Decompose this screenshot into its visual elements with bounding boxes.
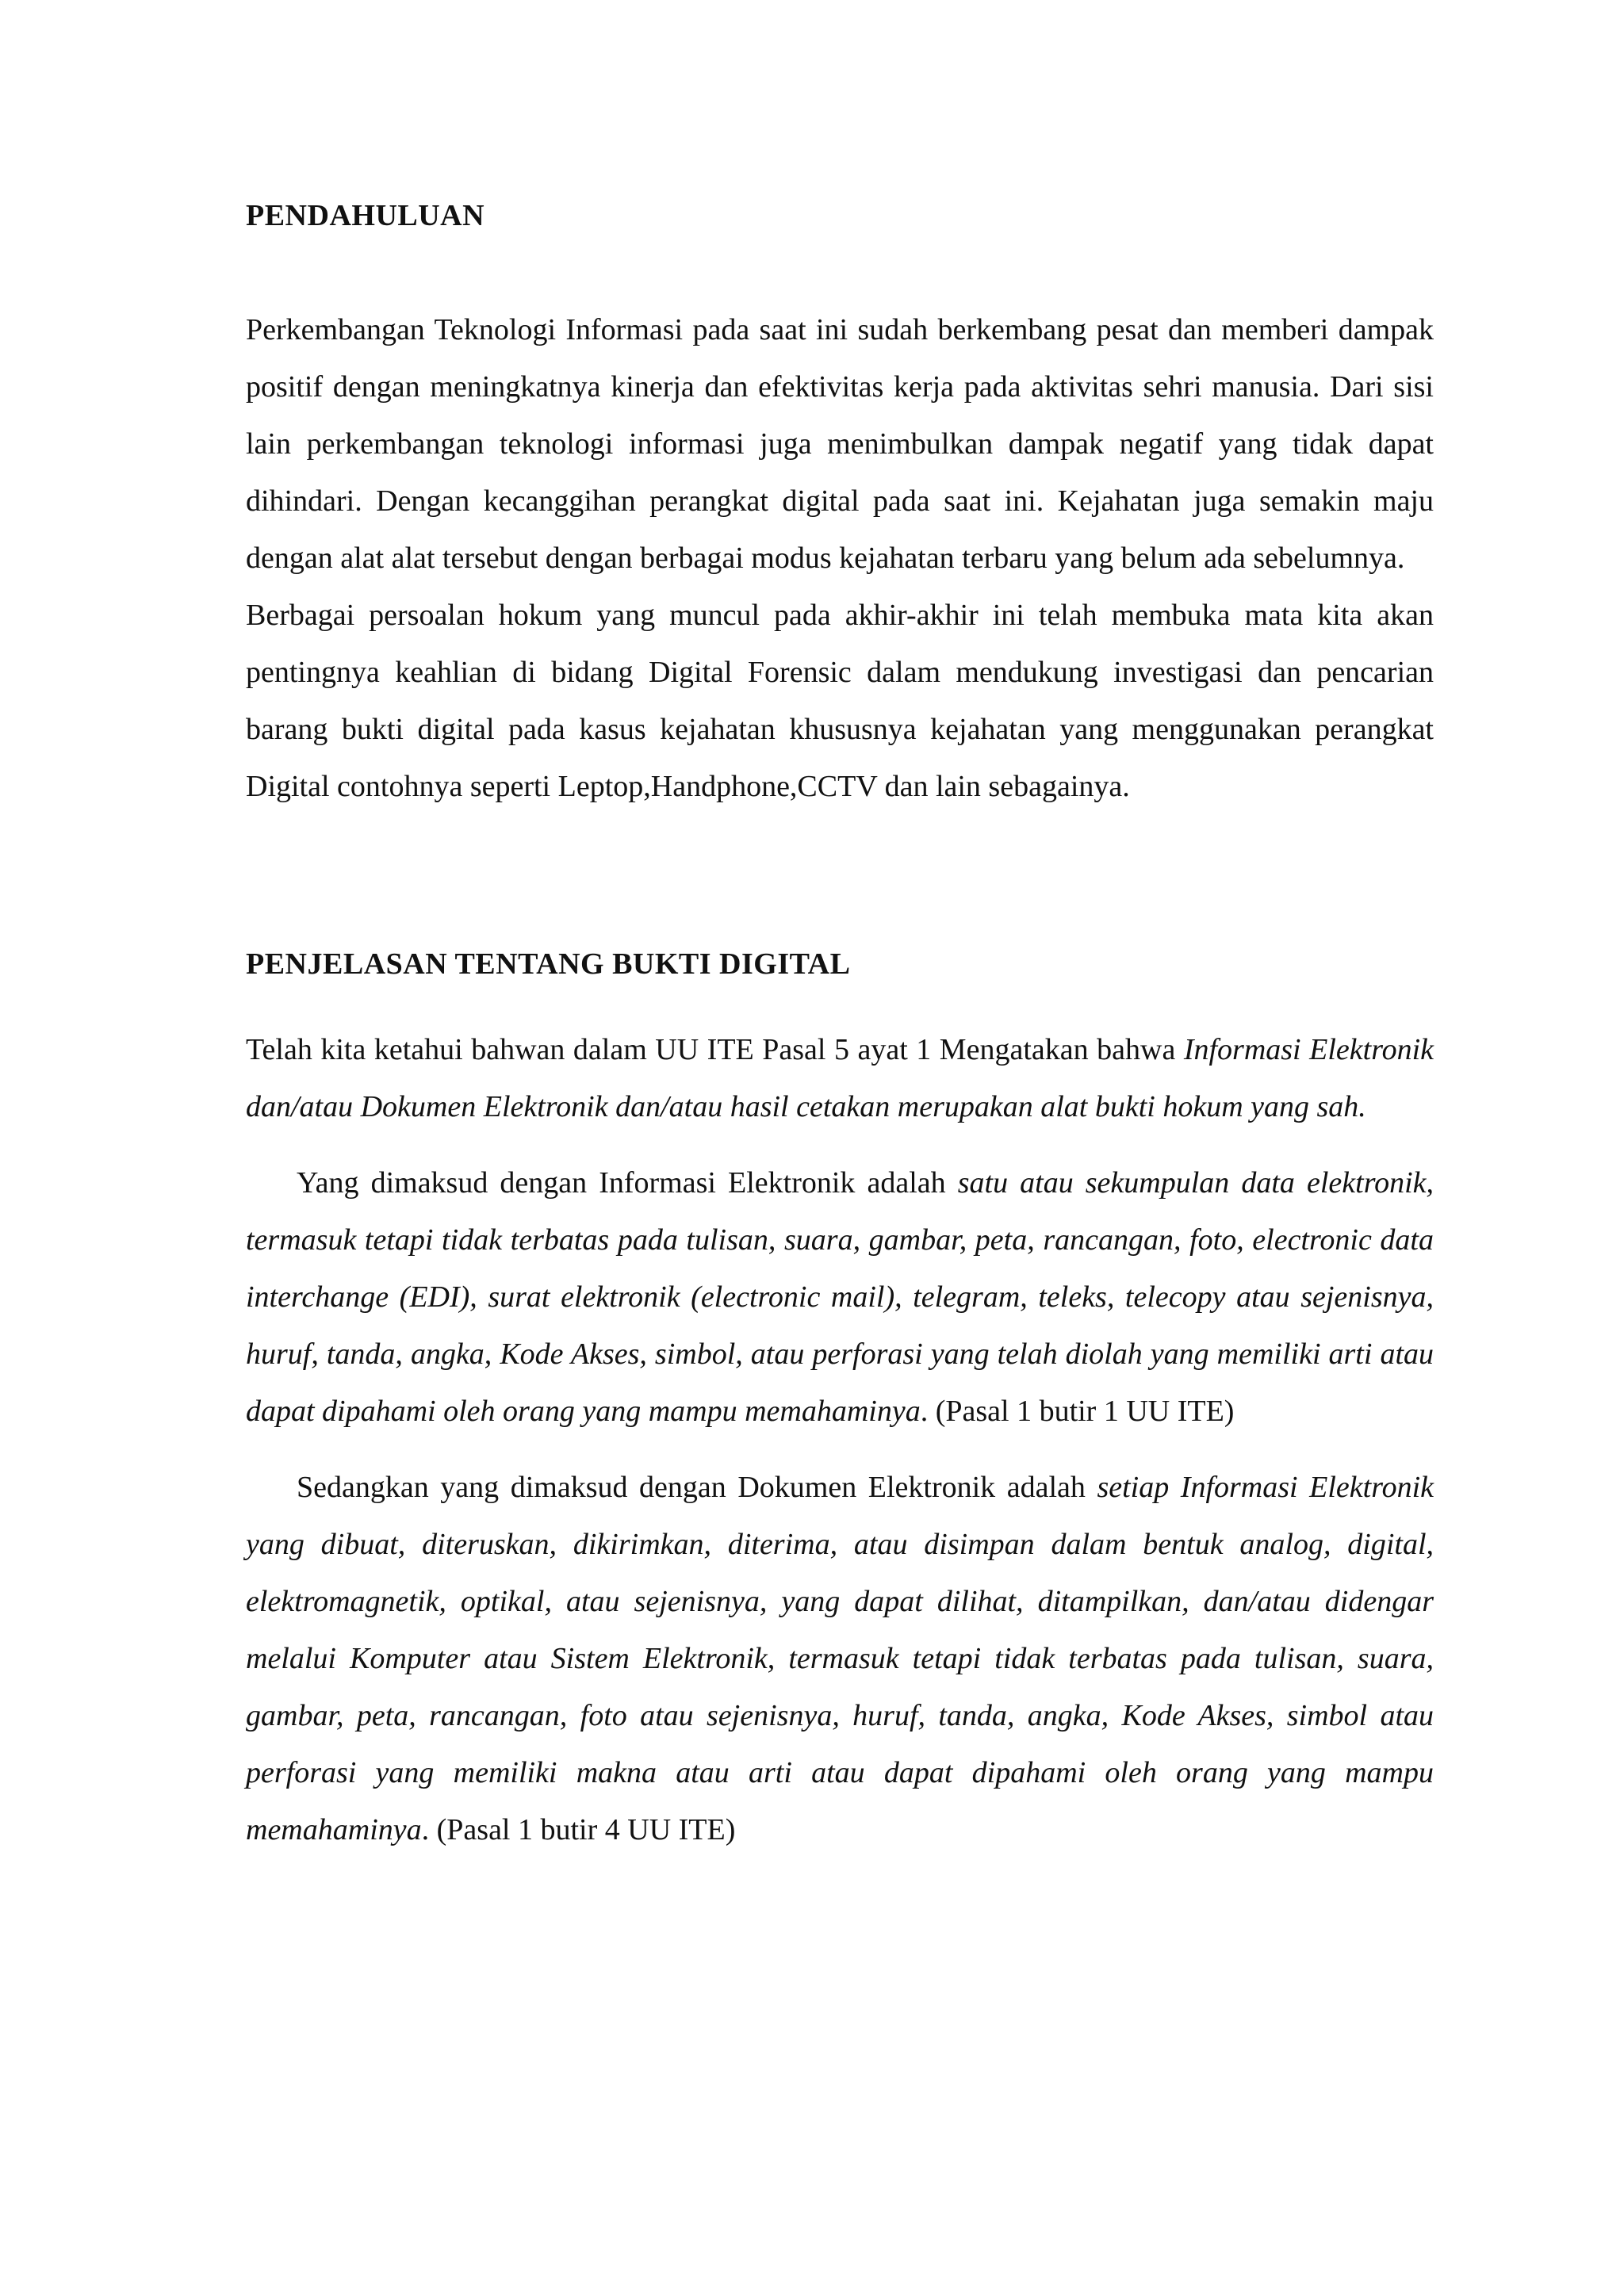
intro-paragraph-2: Berbagai persoalan hokum yang muncul pada akhir-akhir ini telah membuka mata kita akan pentingnya keahlian di bidang Digital Forensic dalam mendukung investigasi dan pencarian barang bukti digital pada kasus kejahatan khususnya kejahatan yang menggunakan perangkat Digital contohnya seperti Leptop,Handphone,CCTV dan lain sebagainya.: [246, 599, 1434, 803]
doc-def-intro-text: Sedangkan yang dimaksud dengan Dokumen Elektronik adalah: [297, 1471, 1097, 1504]
info-def-citation-text: . (Pasal 1 butir 1 UU ITE): [920, 1395, 1235, 1428]
uu-ite-quote-text: Informasi Elektronik dan/atau Dokumen Elektronik dan/atau hasil cetakan merupakan alat bukti hokum yang sah.: [246, 1033, 1434, 1123]
informasi-elektronik-definition: [246, 1154, 1434, 1440]
dokumen-elektronik-definition: [246, 1459, 1434, 1858]
doc-def-quote-text: setiap Informasi Elektronik yang dibuat, diteruskan, dikirimkan, diterima, atau disimpan dalam bentuk analog, digital, elektromagnetik, optikal, atau sejenisnya, yang dapat dilihat, ditampilkan, dan/atau didengar melalui Komputer atau Sistem Elektronik, termasuk tetapi tidak terbatas pada tulisan, suara, gambar, peta, rancangan, foto atau sejenisnya, huruf, tanda, angka, Kode Akses, simbol atau perforasi yang memiliki makna atau arti atau dapat dipahami oleh orang yang mampu memahaminya: [246, 1471, 1434, 1846]
section-heading-pendahuluan: PENDAHULUAN: [246, 199, 485, 232]
intro-paragraph-1: Perkembangan Teknologi Informasi pada saat ini sudah berkembang pesat dan memberi dampak positif dengan meningkatnya kinerja dan efektivitas kerja pada aktivitas sehri manusia. Dari sisi lain perkembangan teknologi informasi juga menimbulkan dampak negatif yang tidak dapat dihindari. Dengan kecanggihan perangkat digital pada saat ini. Kejahatan juga semakin maju dengan alat alat tersebut dengan berbagai modus kejahatan terbaru yang belum ada sebelumnya.: [246, 313, 1434, 575]
uu-ite-paragraph: [246, 1021, 1434, 1135]
document-body: [246, 193, 1434, 1858]
section-heading-bukti-digital: PENJELASAN TENTANG BUKTI DIGITAL: [246, 947, 851, 981]
doc-def-citation-text: . (Pasal 1 butir 4 UU ITE): [421, 1813, 736, 1846]
uu-ite-intro-text: Telah kita ketahui bahwan dalam UU ITE Pasal 5 ayat 1 Mengatakan bahwa: [246, 1033, 1184, 1066]
info-def-intro-text: Yang dimaksud dengan Informasi Elektronik adalah: [297, 1166, 958, 1200]
info-def-quote-text: satu atau sekumpulan data elektronik, termasuk tetapi tidak terbatas pada tulisan, suara, gambar, peta, rancangan, foto, electronic data interchange (EDI), surat elektronik (electronic mail), telegram, teleks, telecopy atau sejenisnya, huruf, tanda, angka, Kode Akses, simbol, atau perforasi yang telah diolah yang memiliki arti atau dapat dipahami oleh orang yang mampu memahaminya: [246, 1166, 1434, 1428]
